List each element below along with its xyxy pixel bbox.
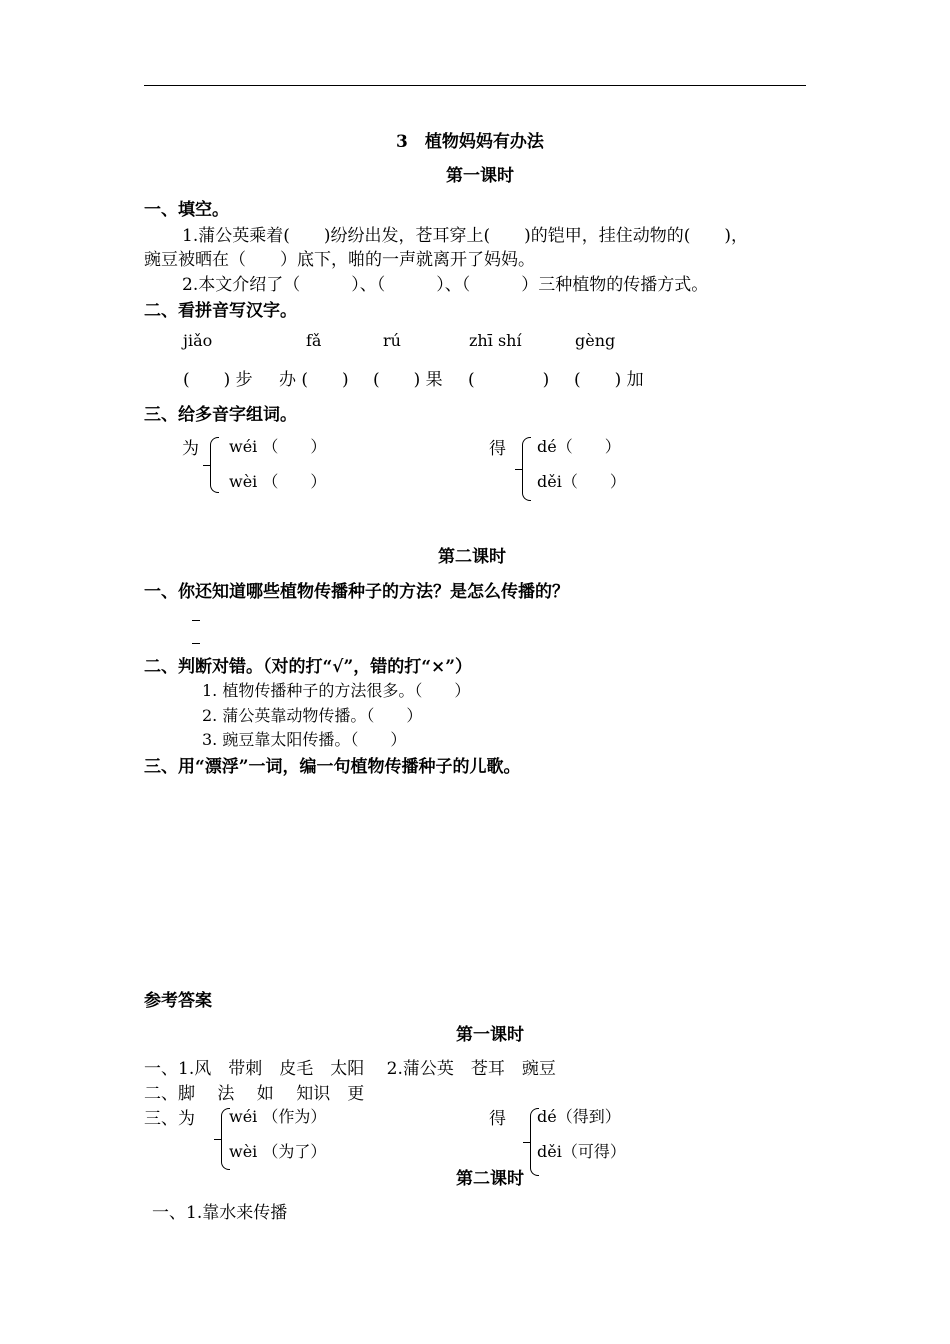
fill-blank-heading: 一、填空。 [144, 200, 229, 220]
polyphone-heading: 三、给多音字组词。 [144, 405, 297, 425]
answer-period-two-1: 一、1.靠水来传播 [152, 1203, 288, 1223]
pinyin-heading: 二、看拼音写汉字。 [144, 301, 297, 321]
answer-char-2: 得 [489, 1109, 506, 1129]
answer-reading-2: wèi （为了） [229, 1142, 327, 1161]
other-methods-question: 一、你还知道哪些植物传播种子的方法？是怎么传播的？ [144, 582, 569, 602]
period-one-heading: 第一课时 [446, 166, 514, 186]
pinyin-blank-2: 办 ( ) [279, 370, 349, 390]
brace-2 [522, 437, 531, 501]
answers-period-one: 第一课时 [456, 1025, 524, 1045]
polyphone-2-reading-2: děi（ ） [537, 472, 626, 491]
answer-reading-4: děi（可得） [537, 1142, 626, 1161]
answer-line-2 [192, 643, 200, 644]
judge-item-3: 3. 豌豆靠太阳传播。（ ） [202, 730, 407, 749]
answer-line-1 [192, 620, 200, 621]
pinyin-2: fǎ [306, 331, 322, 350]
fill-blank-line-3: 2.本文介绍了（ ）、（ ）、（ ）三种植物的传播方式。 [182, 275, 709, 295]
polyphone-1-reading-1: wéi （ ） [229, 437, 327, 456]
header-rule [144, 85, 806, 86]
polyphone-2-reading-1: dé（ ） [537, 437, 621, 456]
polyphone-1-reading-2: wèi （ ） [229, 472, 327, 491]
rhyme-question: 三、用“漂浮”一词，编一句植物传播种子的儿歌。 [144, 757, 521, 777]
polyphone-char-1: 为 [182, 439, 199, 459]
judge-item-1: 1. 植物传播种子的方法很多。（ ） [202, 681, 471, 700]
answer-section-2: 二、脚 法 如 知识 更 [144, 1084, 365, 1104]
pinyin-1: jiǎo [183, 331, 213, 350]
pinyin-4: zhī shí [469, 331, 522, 350]
answers-heading: 参考答案 [144, 991, 212, 1011]
answers-period-two: 第二课时 [456, 1169, 524, 1189]
pinyin-blank-5: ( ) 加 [574, 370, 644, 390]
true-false-heading: 二、判断对错。（对的打“√”，错的打“×”） [144, 657, 473, 677]
pinyin-5: gèng [575, 331, 616, 350]
fill-blank-line-2: 豌豆被晒在（ ）底下，啪的一声就离开了妈妈。 [144, 250, 535, 270]
answer-reading-1: wéi （作为） [229, 1107, 327, 1126]
judge-item-2: 2. 蒲公英靠动物传播。（ ） [202, 706, 423, 725]
pinyin-blank-3: ( ) 果 [373, 370, 443, 390]
answer-section-3-label: 三、为 [144, 1109, 195, 1129]
polyphone-char-2: 得 [489, 439, 506, 459]
answer-section-1: 一、1.风 带刺 皮毛 太阳 2.蒲公英 苍耳 豌豆 [144, 1059, 556, 1079]
fill-blank-line-1: 1.蒲公英乘着( )纷纷出发，苍耳穿上( )的铠甲，挂住动物的( )， [182, 226, 749, 246]
answer-reading-3: dé（得到） [537, 1107, 621, 1126]
pinyin-blank-4: ( ) [468, 370, 550, 390]
period-two-heading: 第二课时 [438, 547, 506, 567]
brace-1 [210, 437, 219, 493]
pinyin-3: rú [383, 331, 401, 350]
pinyin-blank-1: ( ) 步 [183, 370, 253, 390]
lesson-title: 3 植物妈妈有办法 [396, 132, 544, 152]
